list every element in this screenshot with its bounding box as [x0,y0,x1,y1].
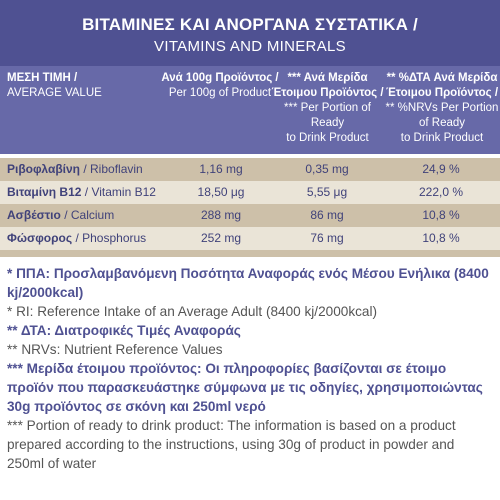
footnote-nrv-greek: ** ΔΤΑ: Διατροφικές Τιμές Αναφοράς [7,323,241,338]
nrv-value: 24,9 % [422,162,460,176]
nutrient-name-en: / Vitamin B12 [84,185,156,199]
nutrient-name [7,162,143,176]
column-header-portion-gr2: Έτοιμου Προϊόντος / [271,87,384,99]
column-header-per100g-en: Per 100g of Product [168,87,272,99]
nutrient-name-en: / Phosphorus [75,231,147,245]
footnote-ri-english: * RI: Reference Intake of an Average Adult (8400 kj/2000kcal) [7,304,378,319]
nutrient-name-en: / Riboflavin [83,162,143,176]
nrv-value: 222,0 % [418,185,464,199]
column-header-per100g [155,71,285,101]
table-row [0,181,500,204]
nutrient-name-gr: Ασβέστιο [7,208,61,222]
footnote-portion-english: *** Portion of ready to drink product: The information is based on a product prepared according to the instructions, using 30g of product in powder and 250ml of water [7,418,456,471]
column-header-nrv-gr2: Έτοιμου Προϊόντος / [385,87,499,99]
footnote-ri-greek: * ΠΠΑ: Προσλαμβανόμενη Ποσότητα Αναφοράς ενός Μέσου Ενήλικα (8400 kj/2000kcal) [7,266,489,300]
nutrient-name-gr: Φώσφορος [7,231,73,245]
table-row [0,227,500,250]
table-bottom-band [0,250,500,257]
per100g-value: 1,16 mg [199,162,243,176]
nutrient-name-en: / Calcium [64,208,115,222]
footnote-nrv-english: ** NRVs: Nutrient Reference Values [7,342,223,357]
nrv-value: 10,8 % [422,231,460,245]
title-english: VITAMINS AND MINERALS [154,38,346,55]
nutrient-name [7,208,114,222]
nutrient-name [7,231,146,245]
portion-value: 76 mg [310,231,344,245]
per100g-value: 252 mg [200,231,242,245]
table-header [0,0,500,66]
column-headers [0,66,500,154]
column-header-portion-en1: *** Per Portion of Ready [284,102,371,129]
column-header-average-en: AVERAGE VALUE [7,87,102,99]
portion-value: 5,55 μg [306,185,348,199]
nutrient-name-gr: Ριβοφλαβίνη [7,162,80,176]
title-greek: ΒΙΤΑΜΙΝΕΣ ΚΑΙ ΑΝΟΡΓΑΝΑ ΣΥΣΤΑΤΙΚΑ / [82,15,418,34]
footnotes [7,264,495,473]
column-header-average [7,71,102,101]
column-header-portion [270,71,385,146]
column-header-nrv-en1: ** %NRVs Per Portion of Ready [385,102,499,129]
portion-value: 0,35 mg [305,162,349,176]
column-header-per100g-gr: Ανά 100g Προϊόντος / [161,72,279,84]
table-row [0,204,500,227]
footnote-portion-greek: *** Μερίδα έτοιμου προϊόντος: Οι πληροφορίες βασίζονται σε έτοιμο προϊόν που παρασκευάστηκε σύμφωνα με τις οδηγίες, χρησιμοποιώντας 30g προϊόντος σε σκόνη και 250ml νερό [7,361,483,414]
per100g-value: 18,50 μg [197,185,245,199]
column-header-portion-gr1: *** Ανά Μερίδα [287,72,368,84]
column-header-portion-en2: to Drink Product [286,132,369,144]
nrv-value: 10,8 % [422,208,460,222]
nutrient-name-gr: Βιταμίνη Β12 [7,185,82,199]
per100g-value: 288 mg [200,208,242,222]
nutrient-name [7,185,156,199]
column-header-average-gr: ΜΕΣΗ ΤΙΜΗ / [7,72,78,84]
column-header-nrv-en2: to Drink Product [400,132,484,144]
portion-value: 86 mg [310,208,344,222]
column-header-nrv [384,71,500,146]
table-row [0,158,500,181]
column-header-nrv-gr1: ** %ΔΤΑ Ανά Μερίδα [386,72,498,84]
